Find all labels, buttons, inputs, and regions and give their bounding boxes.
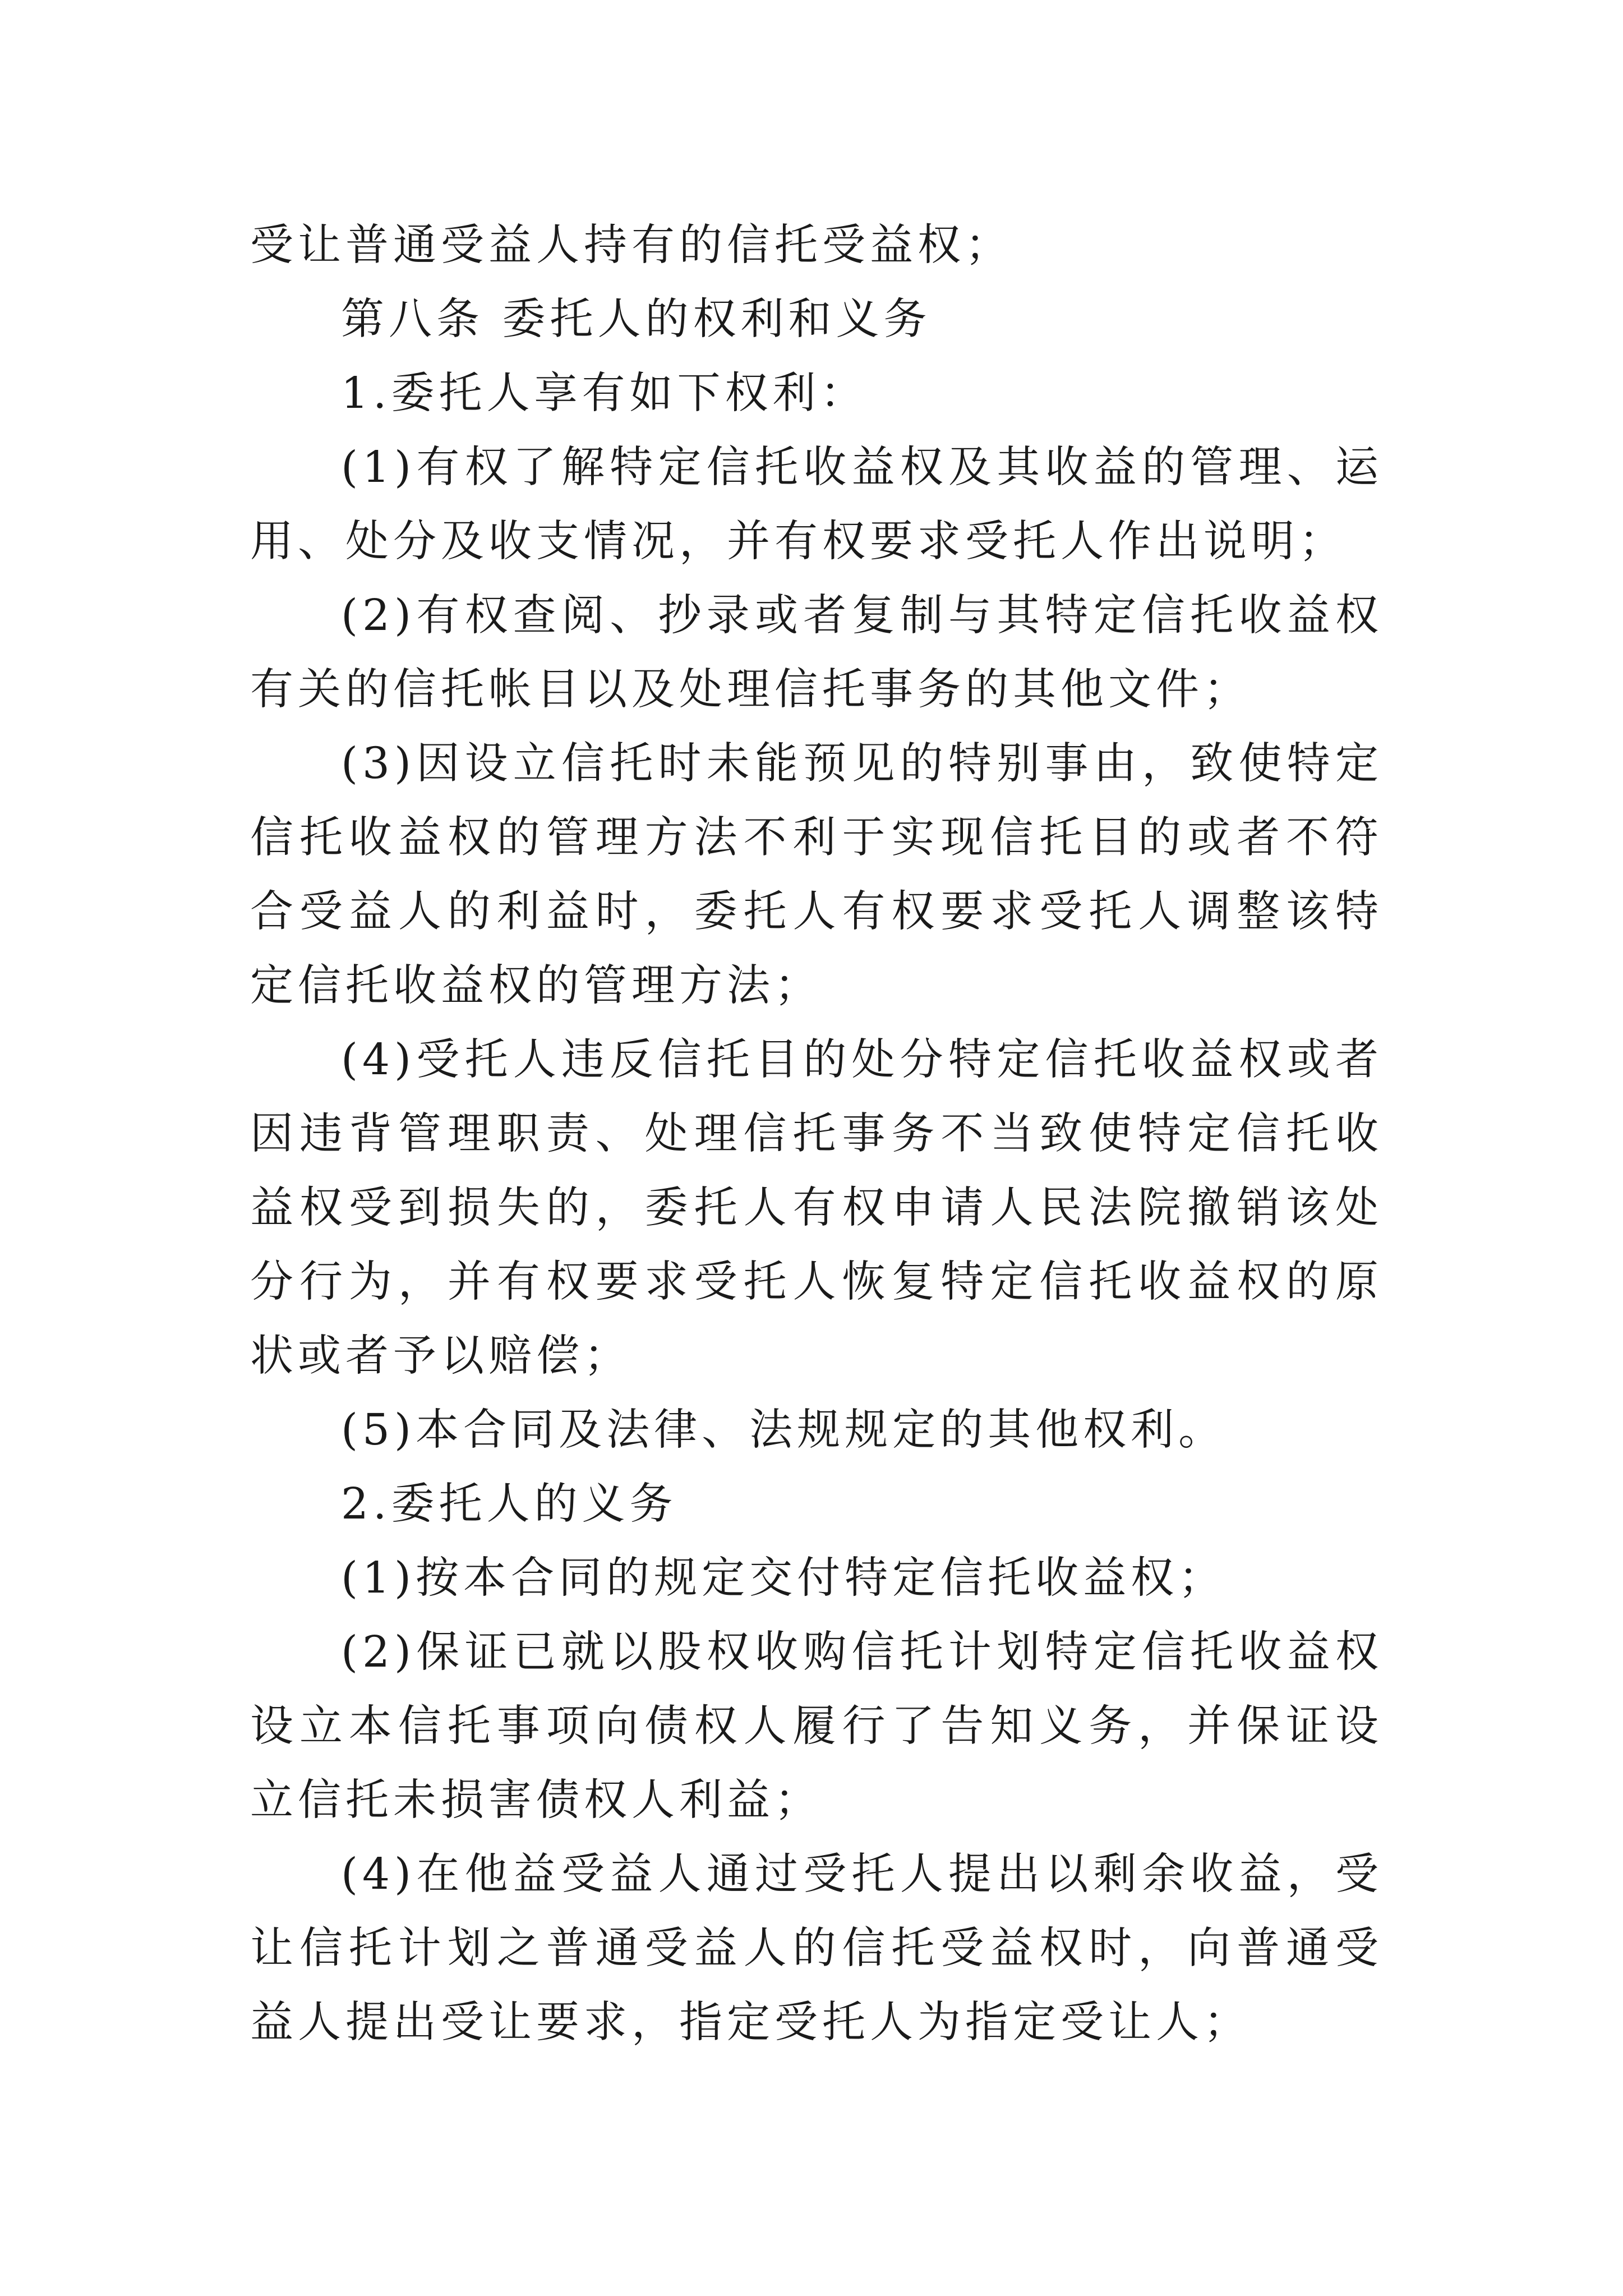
rights-item-4: (4)受托人违反信托目的处分特定信托收益权或者因违背管理职责、处理信托事务不当致使特定信托收益权受到损失的，委托人有权申请人民法院撤销该处分行为，并有权要求受托人恢复特定信托收益权的原状或者予以赔偿；: [250, 1035, 1383, 1381]
section-heading-obligations: 2.委托人的义务: [341, 1479, 677, 1529]
section-heading-rights: 1.委托人享有如下权利：: [341, 369, 868, 418]
rights-item-3: (3)因设立信托时未能预见的特别事由，致使特定信托收益权的管理方法不利于实现信托目的或者不符合受益人的利益时，委托人有权要求受托人调整该特定信托收益权的管理方法；: [250, 739, 1383, 1011]
article-heading: 第八条 委托人的权利和义务: [341, 295, 932, 344]
rights-item-5: (5)本合同及法律、法规规定的其他权利。: [341, 1405, 1227, 1455]
rights-item-2: (2)有权查阅、抄录或者复制与其特定信托收益权有关的信托帐目以及处理信托事务的其他文件；: [250, 591, 1383, 715]
body-text: [250, 209, 1383, 2060]
obligations-item-1: (1)按本合同的规定交付特定信托收益权；: [341, 1553, 1227, 1603]
obligations-item-2: (2)保证已就以股权收购信托计划特定信托收益权设立本信托事项向债权人履行了告知义务，并保证设立信托未损害债权人利益；: [250, 1627, 1383, 1825]
paragraph-continuation: 受让普通受益人持有的信托受益权；: [250, 220, 1013, 270]
rights-item-1: (1)有权了解特定信托收益权及其收益的管理、运用、处分及收支情况，并有权要求受托人作出说明；: [250, 443, 1383, 567]
obligations-item-4: (4)在他益受益人通过受托人提出以剩余收益，受让信托计划之普通受益人的信托受益权时，向普通受益人提出受让要求，指定受托人为指定受让人；: [250, 1849, 1383, 2047]
